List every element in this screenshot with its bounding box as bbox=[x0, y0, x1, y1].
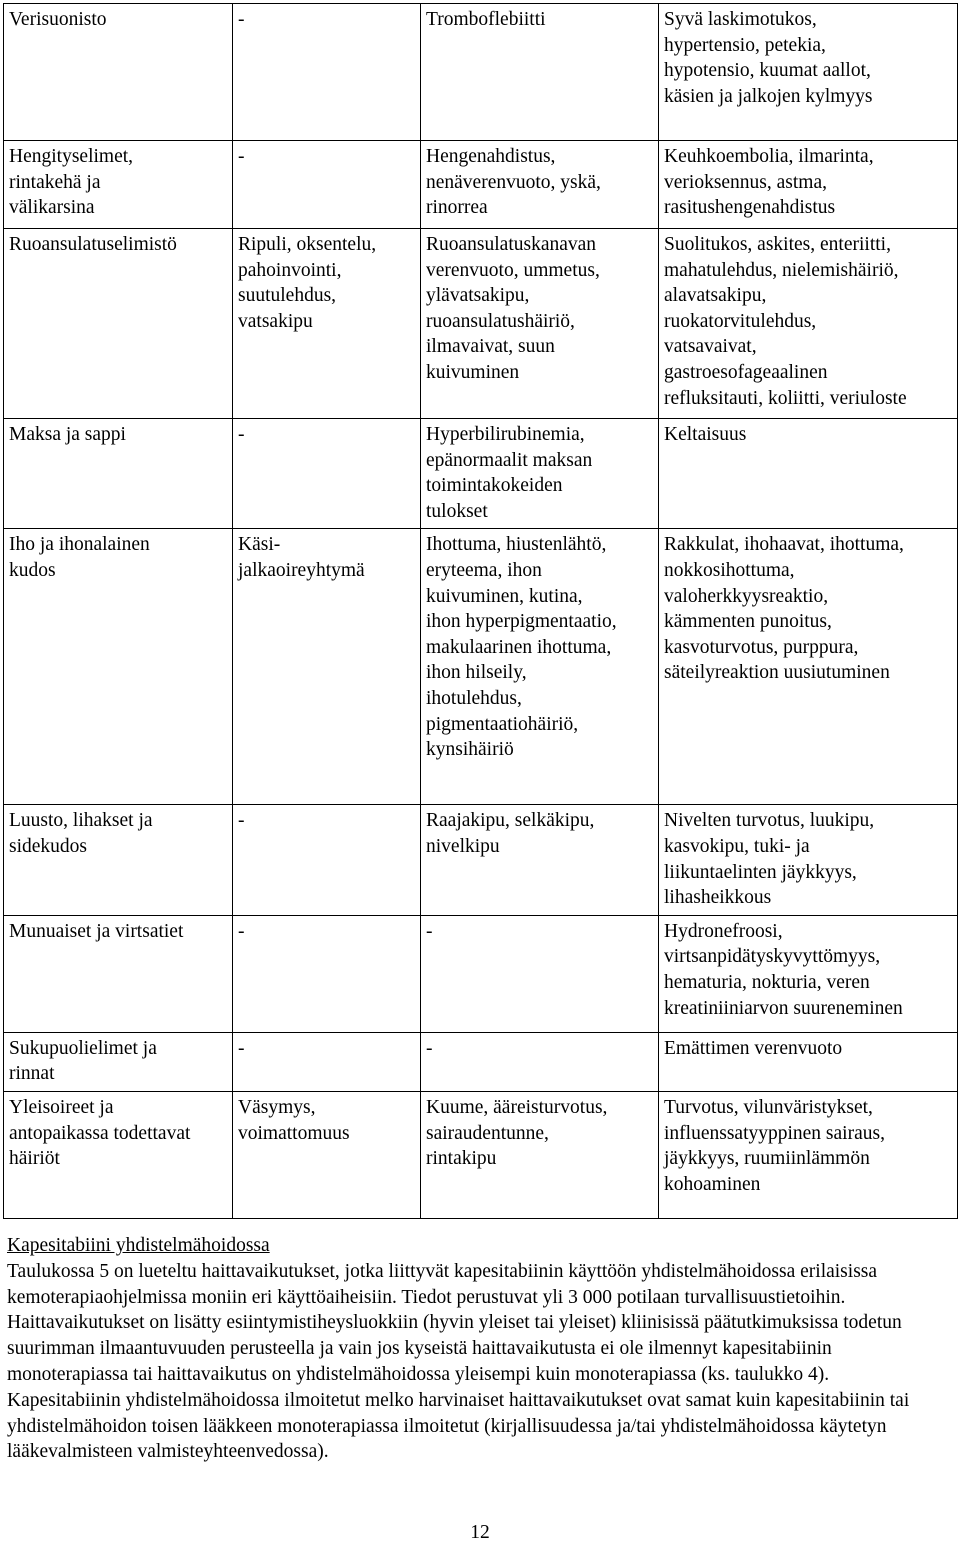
combination-therapy-section bbox=[7, 1233, 947, 1465]
table-row bbox=[4, 4, 958, 141]
very-common-cell: Ripuli, oksentelu, pahoinvointi, suutulehdus, vatsakipu bbox=[233, 229, 421, 419]
table-row bbox=[4, 419, 958, 529]
uncommon-cell: Emättimen verenvuoto bbox=[659, 1032, 958, 1091]
organ-class-cell: Verisuonisto bbox=[4, 4, 233, 141]
very-common-cell: - bbox=[233, 1032, 421, 1091]
very-common-cell: - bbox=[233, 805, 421, 915]
common-cell: Ruoansulatuskanavan verenvuoto, ummetus, ylävatsakipu, ruoansulatushäiriö, ilmavaivat, suun kuivuminen bbox=[421, 229, 659, 419]
organ-class-cell: Sukupuolielimet ja rinnat bbox=[4, 1032, 233, 1091]
organ-class-cell: Hengityselimet, rintakehä ja välikarsina bbox=[4, 141, 233, 229]
uncommon-cell: Hydronefroosi, virtsanpidätyskyvyttömyys, hematuria, nokturia, veren kreatiniiniarvon suureneminen bbox=[659, 915, 958, 1032]
very-common-cell: Väsymys, voimattomuus bbox=[233, 1091, 421, 1218]
organ-class-cell: Maksa ja sappi bbox=[4, 419, 233, 529]
organ-class-cell: Munuaiset ja virtsatiet bbox=[4, 915, 233, 1032]
common-cell: Hyperbilirubinemia, epänormaalit maksan toimintakokeiden tulokset bbox=[421, 419, 659, 529]
table-row bbox=[4, 805, 958, 915]
very-common-cell: - bbox=[233, 419, 421, 529]
organ-class-cell: Ruoansulatuselimistö bbox=[4, 229, 233, 419]
organ-class-cell: Yleisoireet ja antopaikassa todettavat häiriöt bbox=[4, 1091, 233, 1218]
section-heading: Kapesitabiini yhdistelmähoidossa bbox=[7, 1235, 270, 1256]
common-cell: Kuume, ääreisturvotus, sairaudentunne, rintakipu bbox=[421, 1091, 659, 1218]
uncommon-cell: Suolitukos, askites, enteriitti, mahatulehdus, nielemishäiriö, alavatsakipu, ruokatorvitulehdus, vatsavaivat, gastroesofageaalinen refluksitauti, koliitti, veriuloste bbox=[659, 229, 958, 419]
table-row bbox=[4, 229, 958, 419]
common-cell: - bbox=[421, 915, 659, 1032]
table-row bbox=[4, 141, 958, 229]
common-cell: Ihottuma, hiustenlähtö, eryteema, ihon kuivuminen, kutina, ihon hyperpigmentaatio, makulaarinen ihottuma, ihon hilseily, ihotulehdus, pigmentaatiohäiriö, kynsihäiriö bbox=[421, 529, 659, 805]
page-number: 12 bbox=[470, 1522, 490, 1543]
table-row bbox=[4, 1032, 958, 1091]
uncommon-cell: Turvotus, vilunväristykset, influenssatyyppinen sairaus, jäykkyys, ruumiinlämmön kohoaminen bbox=[659, 1091, 958, 1218]
table-row bbox=[4, 529, 958, 805]
very-common-cell: - bbox=[233, 141, 421, 229]
table-row bbox=[4, 1091, 958, 1218]
very-common-cell: - bbox=[233, 4, 421, 141]
organ-class-cell: Iho ja ihonalainen kudos bbox=[4, 529, 233, 805]
uncommon-cell: Syvä laskimotukos, hypertensio, petekia, hypotensio, kuumat aallot, käsien ja jalkojen kylmyys bbox=[659, 4, 958, 141]
very-common-cell: - bbox=[233, 915, 421, 1032]
section-paragraph: Taulukossa 5 on lueteltu haittavaikutukset, jotka liittyvät kapesitabiinin käyttöön yhdistelmähoidossa erilaisissa kemoterapiaohjelmissa moniin eri käyttöaiheisiin. Tiedot perustuvat yli 3 000 potilaan turvallisuustietoihin. Haittavaikutukset on lisätty esiintymistiheysluokkiin (hyvin yleiset tai yleiset) kliinisissä päätutkimuksissa todetun suurimman ilmaantuvuuden perusteella ja vain jos kyseistä haittavaikutusta ei ole ilmennyt kapesitabiinin monoterapiassa tai haittavaikutus on yhdistelmähoidossa yleisempi kuin monoterapiassa (ks. taulukko 4). Kapesitabiinin yhdistelmähoidossa ilmoitetut melko harvinaiset haittavaikutukset ovat samat kuin kapesitabiinin tai yhdistelmähoidon toisen lääkkeen monoterapiassa ilmoitetut (kirjallisuudessa ja/tai yhdistelmähoidossa käytetyn lääkevalmisteen valmisteyhteenvedossa). bbox=[7, 1260, 910, 1463]
uncommon-cell: Nivelten turvotus, luukipu, kasvokipu, tuki- ja liikuntaelinten jäykkyys, lihasheikkous bbox=[659, 805, 958, 915]
common-cell: Raajakipu, selkäkipu, nivelkipu bbox=[421, 805, 659, 915]
organ-class-cell: Luusto, lihakset ja sidekudos bbox=[4, 805, 233, 915]
common-cell: Tromboflebiitti bbox=[421, 4, 659, 141]
uncommon-cell: Rakkulat, ihohaavat, ihottuma, nokkosihottuma, valoherkkyysreaktio, kämmenten punoitus, kasvoturvotus, purppura, säteilyreaktion uusiutuminen bbox=[659, 529, 958, 805]
adverse-effects-table bbox=[3, 3, 958, 1219]
very-common-cell: Käsi- jalkaoireyhtymä bbox=[233, 529, 421, 805]
common-cell: - bbox=[421, 1032, 659, 1091]
table-row bbox=[4, 915, 958, 1032]
common-cell: Hengenahdistus, nenäverenvuoto, yskä, rinorrea bbox=[421, 141, 659, 229]
uncommon-cell: Keuhkoembolia, ilmarinta, verioksennus, astma, rasitushengenahdistus bbox=[659, 141, 958, 229]
uncommon-cell: Keltaisuus bbox=[659, 419, 958, 529]
